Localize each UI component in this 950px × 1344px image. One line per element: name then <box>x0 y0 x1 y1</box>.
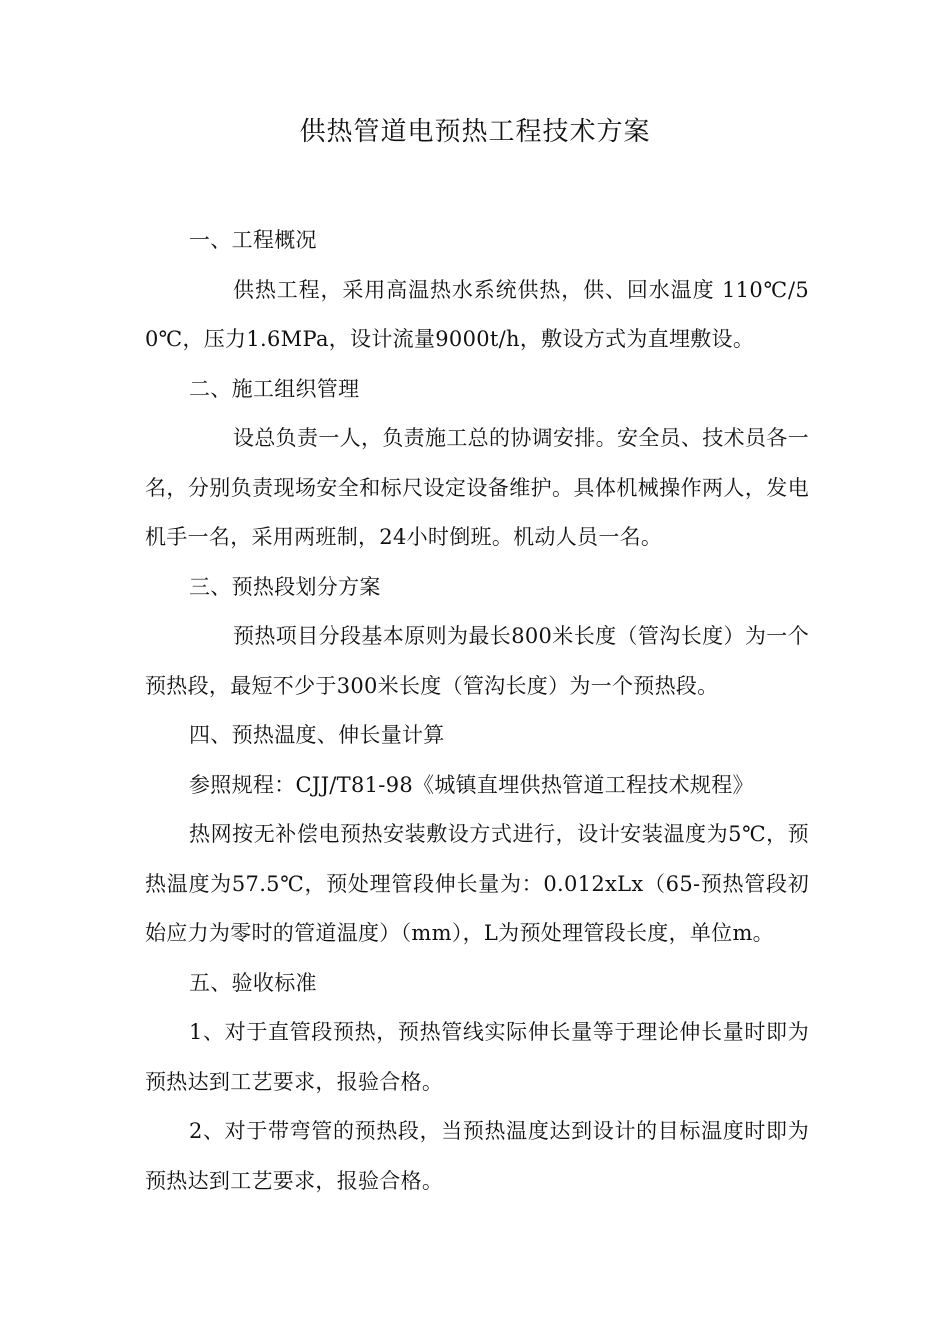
document-title: 供热管道电预热工程技术方案 <box>299 117 651 147</box>
section-heading-3: 三、预热段划分方案 <box>189 574 381 599</box>
section-4-paragraph-2: 热网按无补偿电预热安装敷设方式进行，设计安装温度为5℃，预热温度为57.5℃，预处理管段伸长量为：0.012xLx（65-预热管段初始应力为零时的管道温度）（mm），L为预处理管段长度，单位m。 <box>145 822 809 945</box>
document-body <box>145 216 809 1206</box>
section-4-reference: 参照规程：CJJ/T81-98《城镇直埋供热管道工程技术规程》 <box>189 772 754 797</box>
section-5-item-2: 2、对于带弯管的预热段，当预热温度达到设计的目标温度时即为预热达到工艺要求，报验合格。 <box>145 1119 809 1193</box>
section-heading-2: 二、施工组织管理 <box>189 376 360 401</box>
section-3-paragraph-1: 预热项目分段基本原则为最长800米长度（管沟长度）为一个预热段，最短不少于300米长度（管沟长度）为一个预热段。 <box>145 624 809 698</box>
section-heading-5: 五、验收标准 <box>189 970 317 995</box>
section-1-paragraph-1: 供热工程，采用高温热水系统供热，供、回水温度 110℃/50℃，压力1.6MPa，设计流量9000t/h，敷设方式为直埋敷设。 <box>145 277 809 351</box>
section-heading-1: 一、工程概况 <box>189 228 317 252</box>
section-heading-4: 四、预热温度、伸长量计算 <box>189 723 445 747</box>
section-5-item-1: 1、对于直管段预热，预热管线实际伸长量等于理论伸长量时即为预热达到工艺要求，报验合格。 <box>145 1020 809 1094</box>
section-2-paragraph-1: 设总负责一人，负责施工总的协调安排。安全员、技术员各一名，分别负责现场安全和标尺设定设备维护。具体机械操作两人，发电机手一名，采用两班制，24小时倒班。机动人员一名。 <box>145 426 809 549</box>
